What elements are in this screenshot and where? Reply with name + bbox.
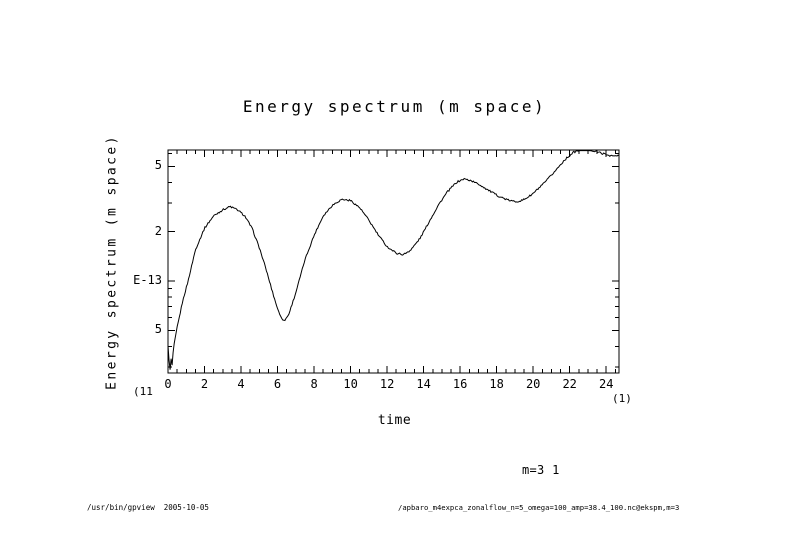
plot-frame [168,150,619,373]
y-tick-label: 2 [154,223,162,238]
x-tick-label: 14 [416,377,431,391]
x-tick-label: 2 [200,377,209,391]
x-tick-label: 4 [237,377,245,391]
x-tick-label: 6 [273,377,282,391]
plot-title: Energy spectrum (m space) [242,97,547,116]
y-axis-title: Energy spectrum (m space) [104,134,120,390]
x-tick-label: 12 [379,377,395,391]
footer-file-path: /apbaro_m4expca_zonalflow_n=5_omega=100_amp=38.4_100.nc@ekspm,m=3 [398,503,680,512]
x-tick-label: 8 [310,377,318,391]
data-curve-m3 [168,151,619,370]
x-tick-label: 24 [598,377,614,391]
x-tick-label: 20 [525,377,541,391]
x-tick-label: 18 [489,377,504,391]
x-tick-label: 16 [452,377,468,391]
y-tick-label: E-13 [133,273,162,288]
x-tick-label: 10 [343,377,358,391]
legend-label: m=3 1 [522,463,560,477]
axis-corner-annotation-right: (1) [612,392,632,405]
axis-ticks [168,150,619,373]
x-tick-label: 22 [562,377,577,391]
y-tick-label: 5 [154,322,162,337]
x-axis-title: time [377,413,412,428]
axis-corner-annotation-left: (11 [133,385,153,398]
x-tick-label: 0 [164,377,172,391]
footer-command: /usr/bin/gpview 2005-10-05 [87,503,209,512]
y-tick-label: 5 [154,158,162,173]
